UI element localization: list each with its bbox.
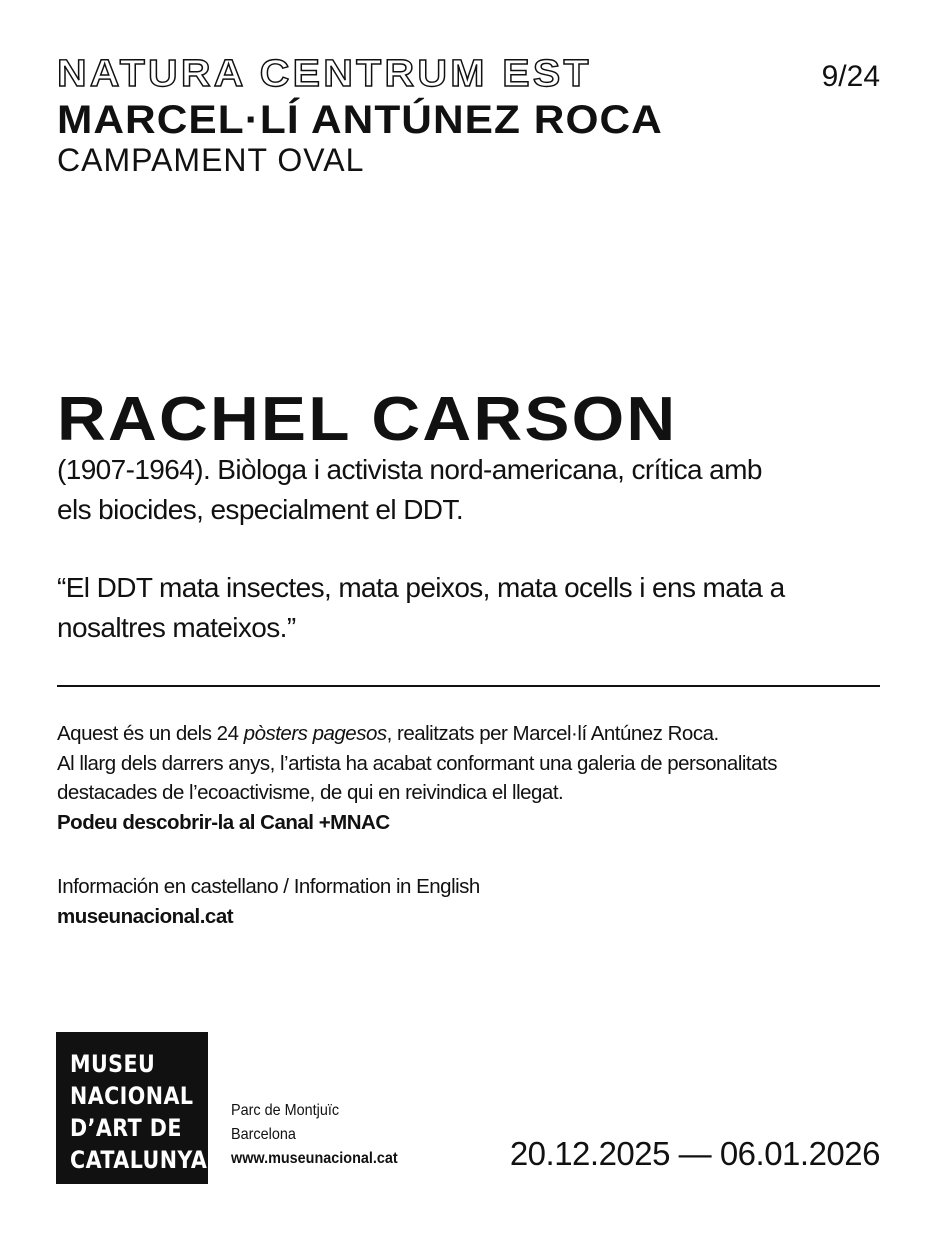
- series-title: NATURA CENTRUM EST: [57, 53, 592, 95]
- description-text: Aquest és un dels 24: [57, 722, 244, 745]
- quote-line: “El DDT mata insectes, mata peixos, mata ocells i ens mata a: [57, 572, 785, 603]
- languages-note: Información en castellano / Information in English: [57, 875, 480, 898]
- description-line: Al llarg dels darrers anys, l’artista ha acabat conformant una galeria de personalitats: [57, 751, 777, 775]
- description-line: destacades de l’ecoactivisme, de qui en reivindica el llegat.: [57, 781, 564, 804]
- museum-address: [231, 1099, 398, 1171]
- subject-bio: [57, 450, 887, 530]
- work-title: CAMPAMENT OVAL: [57, 142, 365, 178]
- page-number: 9/24: [821, 60, 880, 93]
- quote-line: nosaltres mateixos.”: [57, 612, 296, 643]
- address-url[interactable]: www.museunacional.cat: [231, 1150, 398, 1167]
- description-line: [57, 719, 887, 749]
- description-text: , realitzats per Marcel·lí Antúnez Roca.: [386, 722, 719, 745]
- description-callout: [57, 808, 887, 838]
- exhibition-dates: 20.12.2025 — 06.01.2026: [509, 1135, 880, 1172]
- artist-name: MARCEL·LÍ ANTÚNEZ ROCA: [57, 98, 663, 142]
- website-text: museunacional.cat: [57, 904, 234, 928]
- description: [57, 719, 887, 837]
- bio-line: els biocides, especialment el DDT.: [57, 494, 464, 525]
- divider: [57, 685, 880, 687]
- bio-line: (1907-1964). Biòloga i activista nord-americana, crítica amb: [57, 454, 762, 485]
- address-line: Barcelona: [231, 1126, 296, 1143]
- logo-line: D’ART DE: [70, 1114, 182, 1142]
- logo-line: CATALUNYA: [70, 1146, 208, 1174]
- subject-quote: [57, 568, 887, 648]
- info-block: [57, 872, 480, 931]
- address-line: Parc de Montjuïc: [231, 1102, 340, 1119]
- logo-line: MUSEU: [70, 1050, 156, 1078]
- description-italic: pòsters pagesos: [243, 722, 387, 745]
- museum-logo: [56, 1032, 208, 1184]
- logo-line: NACIONAL: [70, 1082, 194, 1110]
- website-link[interactable]: [57, 902, 480, 932]
- subject-name: RACHEL CARSON: [57, 385, 678, 454]
- canal-mnac-link: Podeu descobrir-la al Canal +MNAC: [57, 810, 390, 834]
